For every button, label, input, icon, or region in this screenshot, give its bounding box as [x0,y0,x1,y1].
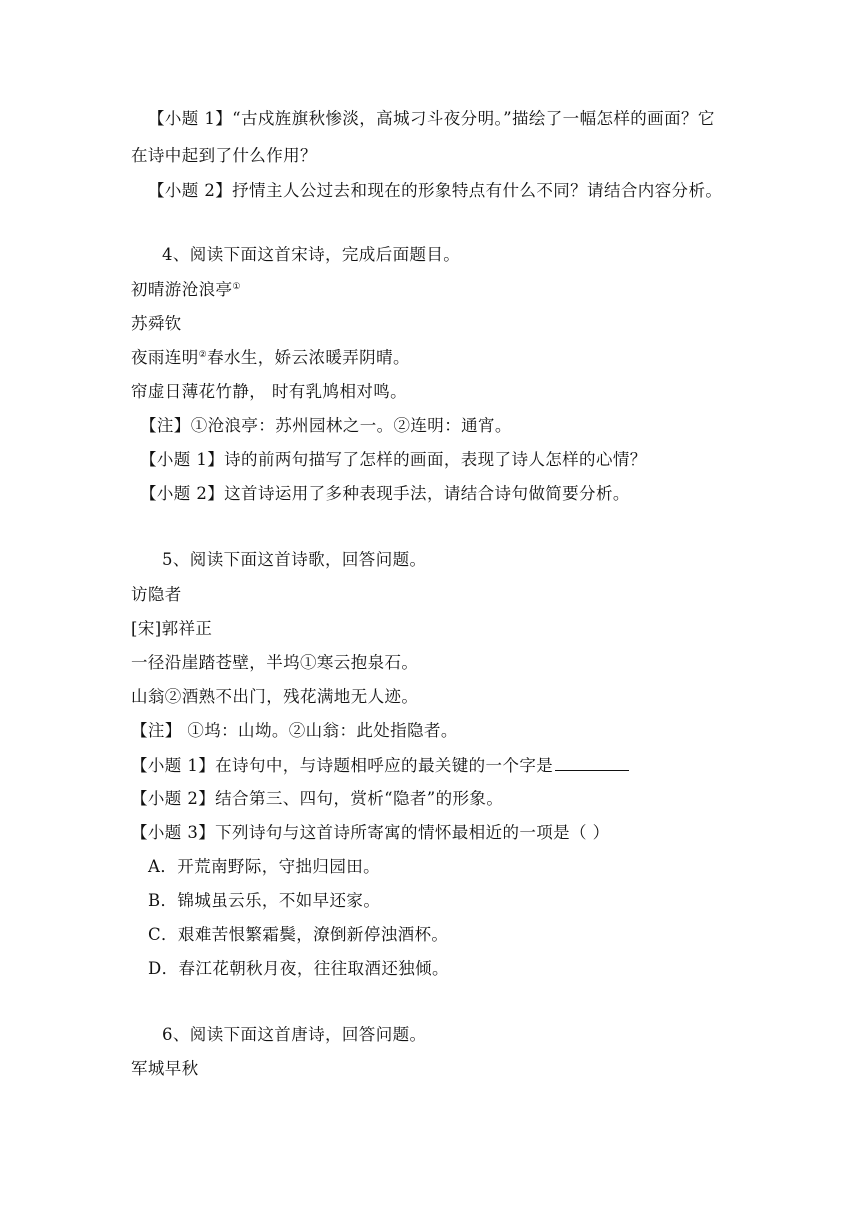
question-4-1: 【小题 1】诗的前两句描写了怎样的画面，表现了诗人怎样的心情？ [140,450,647,469]
question-4-2: 【小题 2】这首诗运用了多种表现手法，请结合诗句做简要分析。 [140,484,630,503]
question-4-1-prev-line1: 【小题 1】“古戍旌旗秋惨淡，高城刁斗夜分明。”描绘了一幅怎样的画面？它 [148,109,715,128]
poem-line-2: 帘虚日薄花竹静， 时有乳鸠相对鸣。 [131,382,408,401]
poem-line-2: 山翁②酒熟不出门，残花满地无人迹。 [131,687,419,706]
option-d: D．春江花朝秋月夜，往往取酒还独倾。 [148,959,449,978]
poem-title: 访隐者 [131,585,182,604]
footnote-ref-1: ① [232,282,241,292]
poem-title: 初晴游沧浪亭① [131,280,241,299]
poem-title: 军城早秋 [131,1059,199,1078]
option-a: A．开荒南野际，守拙归园田。 [148,857,381,876]
answer-blank[interactable] [555,754,629,771]
section-6-heading: 6、阅读下面这首唐诗，回答问题。 [162,1025,427,1044]
poem-note: 【注】①沧浪亭：苏州园林之一。②连明：通宵。 [140,416,512,435]
question-5-3: 【小题 3】下列诗句与这首诗所寄寓的情怀最相近的一项是（ ） [131,823,610,842]
section-5-heading: 5、阅读下面这首诗歌，回答问题。 [162,550,427,569]
question-5-2: 【小题 2】结合第三、四句，赏析“隐者”的形象。 [131,789,504,808]
option-b: B．锦城虽云乐，不如早还家。 [148,891,381,910]
footnote-ref-2: ② [198,350,208,360]
option-c: C．艰难苦恨繁霜鬓，潦倒新停浊酒杯。 [148,925,449,944]
question-prev-2: 【小题 2】抒情主人公过去和现在的形象特点有什么不同？请结合内容分析。 [148,181,723,200]
question-4-1-prev-line2: 在诗中起到了什么作用？ [131,146,317,165]
question-5-1: 【小题 1】在诗句中，与诗题相呼应的最关键的一个字是 [131,754,629,777]
poem-author: [宋]郭祥正 [131,619,213,638]
poem-author: 苏舜钦 [131,314,182,333]
poem-line-1: 一径沿崖踏苍壁，半坞①寒云抱泉石。 [131,653,419,672]
poem-note: 【注】 ①坞：山坳。②山翁：此处指隐者。 [131,721,458,740]
section-4-heading: 4、阅读下面这首宋诗，完成后面题目。 [162,245,461,264]
poem-line-1: 夜雨连明②春水生，娇云浓暖弄阴晴。 [131,348,410,367]
